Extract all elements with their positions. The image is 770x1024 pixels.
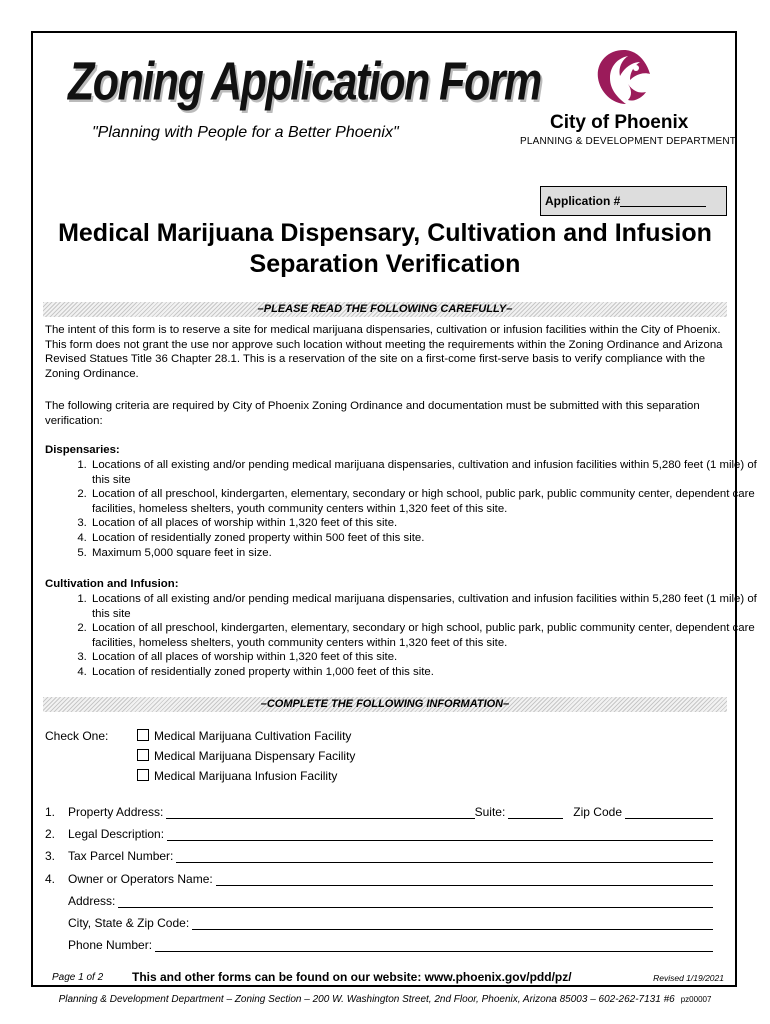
complete-info-banner: –COMPLETE THE FOLLOWING INFORMATION– [43, 697, 727, 712]
legal-description-label: Legal Description: [68, 827, 165, 841]
phone-number-row [68, 936, 713, 952]
tax-parcel-label: Tax Parcel Number: [68, 849, 174, 863]
city-name: City of Phoenix [550, 112, 689, 133]
form-code: pz00007 [680, 995, 712, 1004]
field-number: 2. [45, 827, 56, 841]
department-address [40, 994, 730, 1005]
revision-date: Revised 1/19/2021 [653, 973, 724, 983]
application-number-label: Application # [545, 194, 621, 208]
phone-number-field[interactable] [155, 939, 713, 952]
list-item: 4. Location of residentially zoned property within 1,000 feet of this site. [90, 665, 762, 680]
page-number: Page 1 of 2 [52, 972, 104, 983]
application-number-field[interactable] [620, 192, 706, 207]
address-line: Planning & Development Department – Zoning Section – 200 W. Washington Street, 2nd Floor, Phoenix, Arizona 85003 – 602-262-7131 #6 [58, 994, 675, 1005]
field-number: 3. [45, 849, 56, 863]
list-item: 5. Maximum 5,000 square feet in size. [90, 546, 762, 561]
cultivation-list [45, 592, 762, 680]
zip-field[interactable] [625, 806, 713, 819]
infusion-checkbox[interactable] [137, 769, 149, 781]
list-item: 3. Location of all places of worship within 1,320 feet of this site. [90, 516, 762, 531]
read-carefully-banner: –PLEASE READ THE FOLLOWING CAREFULLY– [43, 302, 727, 317]
form-title: Zoning Application Form [68, 52, 541, 112]
property-address-field[interactable] [166, 806, 474, 819]
property-address-label: Property Address: [68, 805, 164, 819]
list-item: 2. Location of all preschool, kindergarten, elementary, secondary or high school, public park, public community center, dependent care facilities, homeless shelters, youth community centers within 1,320 feet of this site. [90, 621, 762, 650]
intro-paragraph: The intent of this form is to reserve a site for medical marijuana dispensaries, cultivation or infusion facilities within the City of Phoenix. This form does not grant the use nor approve such location without meeting the requirements within the Zoning Ordinance and Arizona Revised Statues Title 36 Chapter 28.1. This is a reservation of the site on a first-come first-serve basis to verify compliance with the Zoning Ordinance. [45, 324, 723, 380]
owner-address-field[interactable] [118, 895, 713, 908]
cultivation-option-label: Medical Marijuana Cultivation Facility [154, 729, 352, 743]
application-number-box[interactable] [540, 186, 727, 216]
facility-type-options [137, 726, 355, 786]
legal-description-field[interactable] [167, 828, 713, 841]
owner-name-label: Owner or Operators Name: [68, 872, 213, 886]
zip-label: Zip Code [573, 805, 622, 819]
legal-description-row [45, 825, 713, 841]
tax-parcel-field[interactable] [176, 850, 713, 863]
suite-label: Suite: [474, 805, 506, 819]
list-item: 3. Location of all places of worship within 1,320 feet of this site. [90, 650, 762, 665]
dispensary-option-label: Medical Marijuana Dispensary Facility [154, 749, 356, 763]
check-one-label: Check One: [45, 729, 109, 743]
infusion-option[interactable] [137, 766, 355, 786]
cultivation-checkbox[interactable] [137, 729, 149, 741]
tagline: "Planning with People for a Better Phoenix" [92, 124, 399, 141]
cultivation-heading: Cultivation and Infusion: [45, 578, 179, 590]
city-state-zip-row [68, 914, 713, 930]
owner-name-row [45, 870, 713, 886]
owner-name-field[interactable] [216, 873, 713, 886]
list-item: 2. Location of all preschool, kindergarten, elementary, secondary or high school, public park, public community center, dependent care facilities, homeless shelters, youth community centers within 1,320 feet of this site. [90, 487, 762, 516]
owner-address-row [68, 892, 713, 908]
document-title: Medical Marijuana Dispensary, Cultivation and Infusion Separation Verification [58, 219, 712, 278]
property-address-row [45, 803, 713, 819]
website-note: This and other forms can be found on our website: www.phoenix.gov/pdd/pz/ [132, 970, 572, 984]
dispensaries-heading: Dispensaries: [45, 444, 120, 456]
phone-number-label: Phone Number: [68, 938, 153, 952]
tax-parcel-row [45, 847, 713, 863]
list-item: 1. Locations of all existing and/or pending medical marijuana dispensaries, cultivation and infusion facilities within 5,280 feet (1 mile) of this site [90, 458, 762, 487]
dispensary-option[interactable] [137, 746, 355, 766]
owner-address-label: Address: [68, 894, 116, 908]
city-state-zip-label: City, State & Zip Code: [68, 916, 190, 930]
cultivation-option[interactable] [137, 726, 355, 746]
dispensary-checkbox[interactable] [137, 749, 149, 761]
field-number: 1. [45, 805, 56, 819]
suite-field[interactable] [508, 806, 563, 819]
department-name: PLANNING & DEVELOPMENT DEPARTMENT [520, 136, 737, 147]
infusion-option-label: Medical Marijuana Infusion Facility [154, 769, 338, 783]
criteria-intro: The following criteria are required by City of Phoenix Zoning Ordinance and documentation must be submitted with this separation verification: [45, 400, 700, 427]
dispensaries-list [45, 458, 762, 560]
list-item: 4. Location of residentially zoned property within 500 feet of this site. [90, 531, 762, 546]
list-item: 1. Locations of all existing and/or pending medical marijuana dispensaries, cultivation and infusion facilities within 5,280 feet (1 mile) of this site [90, 592, 762, 621]
city-state-zip-field[interactable] [192, 917, 713, 930]
phoenix-bird-icon [592, 46, 656, 108]
field-number: 4. [45, 872, 56, 886]
city-logo [520, 46, 737, 150]
